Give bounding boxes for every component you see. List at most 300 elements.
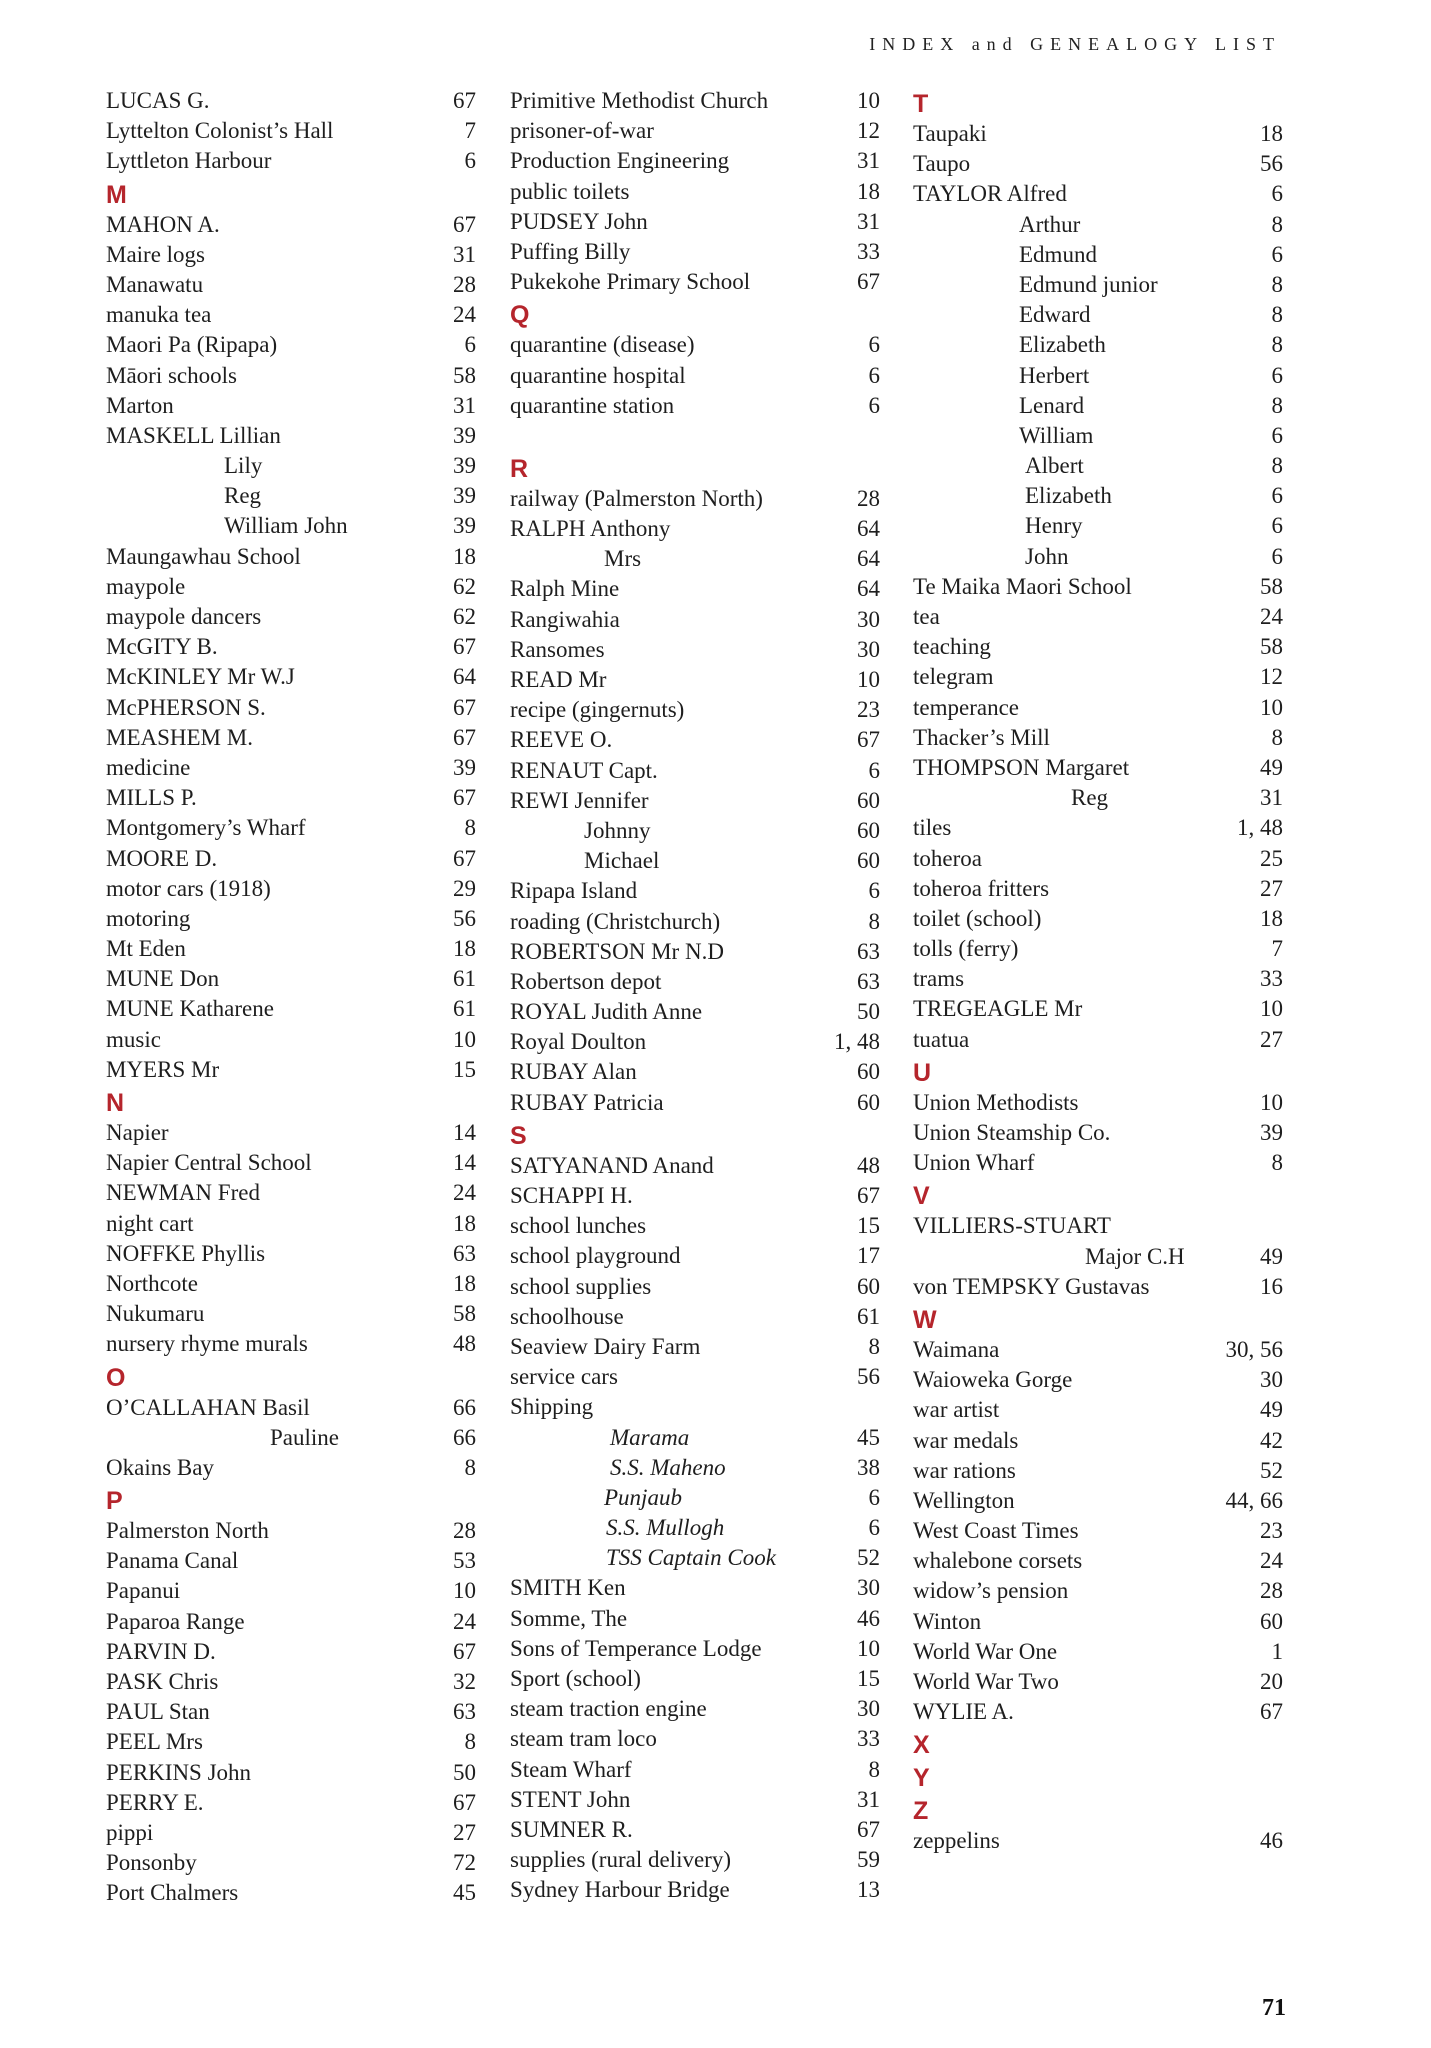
- index-entry: [510, 207, 880, 237]
- index-page-numbers: 64: [857, 576, 880, 602]
- index-term: RALPH Anthony: [510, 516, 671, 542]
- index-term: Union Wharf: [913, 1150, 1035, 1176]
- index-term: PERRY E.: [106, 1789, 204, 1815]
- index-term: quarantine (disease): [510, 332, 695, 358]
- index-page-numbers: 23: [857, 697, 880, 723]
- index-term: Punjaub: [604, 1484, 682, 1510]
- index-page-numbers: 63: [453, 1240, 476, 1266]
- index-page-numbers: 58: [453, 362, 476, 388]
- index-term: MAHON A.: [106, 211, 220, 237]
- index-entry: [510, 391, 880, 421]
- index-page-numbers: 60: [857, 848, 880, 874]
- index-page-numbers: 63: [857, 968, 880, 994]
- index-page-numbers: 31: [1260, 785, 1283, 811]
- index-page-numbers: 56: [453, 905, 476, 931]
- index-term: motor cars (1918): [106, 875, 271, 901]
- index-page-numbers: 60: [1260, 1608, 1283, 1634]
- index-page-numbers: 8: [464, 815, 476, 841]
- index-page-numbers: 67: [453, 634, 476, 660]
- index-page-numbers: 31: [857, 148, 880, 174]
- index-entry: [106, 146, 476, 176]
- index-page-numbers: 6: [1271, 422, 1283, 448]
- index-entry: [913, 662, 1283, 692]
- index-entry: [913, 511, 1283, 541]
- index-term: Somme, The: [510, 1605, 628, 1631]
- index-entry: [913, 1486, 1283, 1516]
- index-entry: [106, 542, 476, 572]
- index-term: widow’s pension: [913, 1578, 1069, 1604]
- index-term: Māori schools: [106, 362, 237, 388]
- index-page-numbers: 39: [453, 422, 476, 448]
- index-term: MUNE Katharene: [106, 996, 274, 1022]
- index-term: Sydney Harbour Bridge: [510, 1877, 730, 1903]
- index-entry: [913, 451, 1283, 481]
- index-page-numbers: 8: [1271, 271, 1283, 297]
- index-page-numbers: 61: [453, 996, 476, 1022]
- index-entry: [106, 1637, 476, 1667]
- index-entry: [106, 391, 476, 421]
- index-entry: [106, 86, 476, 116]
- index-page-numbers: 18: [857, 178, 880, 204]
- index-entry: [510, 605, 880, 635]
- index-page-numbers: 67: [857, 727, 880, 753]
- index-entry: [913, 1516, 1283, 1546]
- index-term: MUNE Don: [106, 966, 220, 992]
- index-term: Puffing Billy: [510, 238, 631, 264]
- index-page-numbers: 8: [1271, 724, 1283, 750]
- index-entry: [106, 1118, 476, 1148]
- index-entry: [106, 1393, 476, 1423]
- index-entry: [510, 1362, 880, 1392]
- index-entry: [106, 451, 476, 481]
- index-entry: [106, 1453, 476, 1483]
- index-term: tiles: [913, 815, 952, 841]
- index-term: MOORE D.: [106, 845, 218, 871]
- index-term: Herbert: [1019, 362, 1090, 388]
- index-page-numbers: 6: [1271, 483, 1283, 509]
- index-term: STENT John: [510, 1786, 631, 1812]
- index-term: SATYANAND Anand: [510, 1152, 714, 1178]
- index-term: trams: [913, 966, 965, 992]
- index-term: Lenard: [1019, 392, 1085, 418]
- index-entry: [913, 330, 1283, 360]
- index-entry: [106, 572, 476, 602]
- index-entry: [510, 1483, 880, 1513]
- section-letter: T: [913, 90, 929, 118]
- index-page-numbers: 38: [857, 1454, 880, 1480]
- index-page-numbers: 18: [453, 1210, 476, 1236]
- index-page-numbers: 10: [857, 1635, 880, 1661]
- index-term: roading (Christchurch): [510, 908, 721, 934]
- index-entry: [106, 1576, 476, 1606]
- index-entry: [913, 1826, 1283, 1856]
- index-page-numbers: 58: [1260, 573, 1283, 599]
- index-term: PARVIN D.: [106, 1638, 216, 1664]
- index-term: Te Maika Maori School: [913, 573, 1132, 599]
- index-page-numbers: 23: [1260, 1518, 1283, 1544]
- index-page-numbers: 49: [1260, 754, 1283, 780]
- index-page-numbers: 25: [1260, 845, 1283, 871]
- index-entry: [913, 421, 1283, 451]
- index-entry: [510, 330, 880, 360]
- index-entry: [106, 1423, 476, 1453]
- index-entry: [510, 237, 880, 267]
- index-entry: [913, 813, 1283, 843]
- index-entry: [510, 967, 880, 997]
- index-term: Seaview Dairy Farm: [510, 1333, 701, 1359]
- index-page-numbers: 20: [1260, 1669, 1283, 1694]
- index-term: REWI Jennifer: [510, 787, 649, 813]
- index-term: REEVE O.: [510, 727, 613, 753]
- index-page-numbers: 8: [1271, 392, 1283, 418]
- index-page-numbers: 31: [453, 392, 476, 418]
- index-entry: [510, 1181, 880, 1211]
- running-head: INDEX and GENEALOGY LIST: [869, 34, 1281, 54]
- index-page-numbers: 18: [453, 543, 476, 569]
- index-term: pippi: [106, 1819, 154, 1845]
- index-page-numbers: 30: [857, 636, 880, 662]
- index-term: LUCAS G.: [106, 88, 210, 113]
- index-term: SCHAPPI H.: [510, 1183, 633, 1208]
- index-term: Steam Wharf: [510, 1756, 632, 1782]
- index-entry: [106, 844, 476, 874]
- index-entry: [913, 391, 1283, 421]
- index-term: PASK Chris: [106, 1669, 219, 1694]
- index-entry: [106, 1788, 476, 1818]
- section-letter: P: [106, 1487, 123, 1516]
- index-term: NOFFKE Phyllis: [106, 1240, 266, 1266]
- index-page-numbers: 1: [1271, 1638, 1283, 1664]
- index-entry: [106, 1025, 476, 1055]
- index-term: SMITH Ken: [510, 1575, 626, 1601]
- index-page-numbers: 6: [1271, 362, 1283, 388]
- section-letter: Z: [913, 1797, 929, 1826]
- index-term: Michael: [584, 848, 660, 874]
- index-term: ROBERTSON Mr N.D: [510, 938, 724, 964]
- index-page-numbers: 24: [453, 1180, 476, 1206]
- index-term: Elizabeth: [1025, 483, 1112, 509]
- index-entry: [913, 964, 1283, 994]
- index-entry: [510, 1845, 880, 1875]
- index-page-numbers: 50: [857, 999, 880, 1025]
- index-term: medicine: [106, 754, 191, 780]
- index-term: Edmund junior: [1019, 271, 1158, 297]
- index-entry: [510, 665, 880, 695]
- index-entry: [510, 876, 880, 906]
- index-entry: [913, 179, 1283, 209]
- index-page-numbers: 67: [453, 1638, 476, 1664]
- index-term: Waimana: [913, 1336, 1000, 1362]
- index-page-numbers: 8: [868, 1756, 880, 1782]
- index-page-numbers: 14: [453, 1150, 476, 1176]
- index-term: Waioweka Gorge: [913, 1367, 1073, 1393]
- index-page-numbers: 64: [857, 516, 880, 542]
- index-term: Production Engineering: [510, 148, 730, 174]
- index-page-numbers: 12: [857, 118, 880, 144]
- index-term: Wellington: [913, 1487, 1015, 1513]
- index-entry: [106, 1299, 476, 1329]
- index-page-numbers: 60: [857, 787, 880, 813]
- index-page-numbers: 18: [453, 936, 476, 962]
- index-page-numbers: 46: [857, 1605, 880, 1631]
- index-term: Shipping: [510, 1394, 594, 1420]
- index-entry: [106, 1178, 476, 1208]
- index-page-numbers: 48: [857, 1152, 880, 1178]
- index-page-numbers: 8: [1271, 332, 1283, 358]
- index-entry: [106, 511, 476, 541]
- index-term: steam traction engine: [510, 1696, 707, 1722]
- index-term: motoring: [106, 905, 191, 931]
- index-page-numbers: 67: [453, 724, 476, 750]
- index-page-numbers: 6: [1271, 513, 1283, 539]
- index-page-numbers: 49: [1260, 1243, 1283, 1269]
- index-term: Maire logs: [106, 241, 206, 267]
- index-entry: [106, 1697, 476, 1727]
- index-term: Arthur: [1019, 211, 1081, 237]
- index-entry: [106, 1727, 476, 1757]
- index-page-numbers: 67: [857, 1816, 880, 1842]
- index-term: Panama Canal: [106, 1548, 239, 1574]
- index-entry: [106, 602, 476, 632]
- index-entry: [106, 783, 476, 813]
- index-entry: [913, 1456, 1283, 1486]
- index-page-numbers: 24: [453, 1608, 476, 1634]
- index-page-numbers: 61: [857, 1303, 880, 1329]
- index-term: Napier Central School: [106, 1150, 312, 1176]
- index-page-numbers: 6: [464, 332, 476, 358]
- index-entry: [510, 1211, 880, 1241]
- index-page-numbers: 10: [1260, 996, 1283, 1022]
- index-entry: [106, 753, 476, 783]
- index-page-numbers: 32: [453, 1669, 476, 1694]
- index-entry: [510, 1694, 880, 1724]
- index-entry: [913, 693, 1283, 723]
- index-entry: [106, 813, 476, 843]
- index-entry: [913, 1395, 1283, 1425]
- index-term: public toilets: [510, 178, 630, 204]
- index-entry: [106, 210, 476, 240]
- index-page-numbers: 60: [857, 817, 880, 843]
- index-entry: [510, 1057, 880, 1087]
- index-page-numbers: 15: [453, 1056, 476, 1082]
- index-page-numbers: 33: [857, 1726, 880, 1752]
- index-entry: [913, 149, 1283, 179]
- index-term: war medals: [913, 1427, 1019, 1453]
- index-entry: [913, 572, 1283, 602]
- index-term: Maungawhau School: [106, 543, 301, 569]
- index-entry: [510, 1755, 880, 1785]
- index-entry: [510, 695, 880, 725]
- index-term: Marton: [106, 392, 174, 418]
- index-page-numbers: 28: [453, 1518, 476, 1544]
- index-term: whalebone corsets: [913, 1548, 1083, 1574]
- index-page-numbers: 45: [857, 1424, 880, 1450]
- index-page-numbers: 52: [857, 1545, 880, 1571]
- index-page-numbers: 67: [857, 269, 880, 295]
- index-page-numbers: 6: [868, 1484, 880, 1510]
- index-entry: [106, 662, 476, 692]
- index-page-numbers: 30: [857, 606, 880, 632]
- index-term: TSS Captain Cook: [606, 1545, 776, 1571]
- index-page-numbers: 8: [464, 1729, 476, 1755]
- index-entry: [913, 1335, 1283, 1365]
- index-entry: [106, 1848, 476, 1878]
- index-term: Lily: [224, 453, 263, 479]
- index-term: war artist: [913, 1397, 1000, 1423]
- index-page-numbers: 7: [464, 118, 476, 144]
- index-term: tuatua: [913, 1026, 970, 1052]
- index-page-numbers: 64: [453, 664, 476, 690]
- index-entry: [913, 1637, 1283, 1667]
- index-entry: [106, 632, 476, 662]
- index-page-numbers: 29: [453, 875, 476, 901]
- index-entry: [106, 361, 476, 391]
- index-page-numbers: 6: [868, 392, 880, 418]
- index-entry: [106, 1516, 476, 1546]
- index-page-numbers: 8: [868, 1333, 880, 1359]
- index-entry: [913, 1025, 1283, 1055]
- index-entry: [106, 1239, 476, 1269]
- index-term: Manawatu: [106, 271, 204, 297]
- index-term: Palmerston North: [106, 1518, 269, 1544]
- index-term: railway (Palmerston North): [510, 485, 763, 511]
- index-page-numbers: 30: [857, 1575, 880, 1601]
- index-entry: [106, 1878, 476, 1908]
- index-page-numbers: 56: [1260, 151, 1283, 177]
- index-page-numbers: 58: [453, 1301, 476, 1327]
- index-term: READ Mr: [510, 667, 607, 692]
- index-term: maypole dancers: [106, 604, 262, 629]
- index-page-numbers: 63: [857, 938, 880, 964]
- index-entry: [106, 1209, 476, 1239]
- index-page-numbers: 72: [453, 1850, 476, 1876]
- index-page-numbers: 28: [1260, 1578, 1283, 1604]
- index-entry: [913, 934, 1283, 964]
- index-term: prisoner-of-war: [510, 118, 654, 144]
- index-page-numbers: 48: [453, 1331, 476, 1357]
- index-entry: [106, 964, 476, 994]
- index-term: Union Methodists: [913, 1089, 1079, 1115]
- index-page-numbers: 67: [1260, 1699, 1283, 1725]
- index-entry: [510, 1724, 880, 1754]
- index-page-numbers: 52: [1260, 1457, 1283, 1483]
- index-term: Pukekohe Primary School: [510, 269, 751, 295]
- index-term: PEEL Mrs: [106, 1729, 203, 1755]
- index-page-numbers: 63: [453, 1699, 476, 1725]
- index-page-numbers: 31: [857, 1786, 880, 1812]
- index-page-numbers: 39: [453, 453, 476, 479]
- index-entry: [106, 1269, 476, 1299]
- index-entry: [913, 119, 1283, 149]
- index-term: MILLS P.: [106, 785, 197, 811]
- index-column-3: [913, 86, 1283, 1857]
- index-term: nursery rhyme murals: [106, 1331, 308, 1357]
- index-term: Royal Doulton: [510, 1029, 647, 1055]
- index-page-numbers: 1, 48: [834, 1029, 880, 1055]
- index-term: Papanui: [106, 1578, 181, 1604]
- index-term: William: [1019, 422, 1094, 448]
- index-page-numbers: 27: [1260, 875, 1283, 901]
- index-page-numbers: 8: [1271, 1150, 1283, 1176]
- index-term: temperance: [913, 694, 1019, 720]
- index-entry: [510, 1785, 880, 1815]
- index-page-numbers: 6: [1271, 543, 1283, 569]
- index-term: tolls (ferry): [913, 936, 1019, 962]
- index-page-numbers: 28: [453, 271, 476, 297]
- index-entry: [913, 1576, 1283, 1606]
- index-term: recipe (gingernuts): [510, 697, 685, 723]
- index-term: zeppelins: [913, 1828, 1000, 1854]
- index-page-numbers: 17: [857, 1243, 880, 1269]
- index-term: schoolhouse: [510, 1303, 624, 1329]
- index-page-numbers: 1, 48: [1237, 815, 1283, 841]
- index-entry: [106, 330, 476, 360]
- index-entry: [106, 1818, 476, 1848]
- index-entry: [510, 846, 880, 876]
- index-page-numbers: 18: [453, 1270, 476, 1296]
- index-entry: [510, 997, 880, 1027]
- index-entry: [510, 756, 880, 786]
- index-entry: [510, 1604, 880, 1634]
- index-entry: [510, 937, 880, 967]
- index-entry: [913, 1697, 1283, 1727]
- index-term: RENAUT Capt.: [510, 757, 658, 783]
- index-entry: [913, 1118, 1283, 1148]
- index-term: school playground: [510, 1243, 681, 1269]
- index-page-numbers: 6: [464, 148, 476, 174]
- index-term: PERKINS John: [106, 1759, 252, 1785]
- index-term: Ransomes: [510, 636, 605, 662]
- index-entry: [510, 635, 880, 665]
- index-term: World War Two: [913, 1669, 1059, 1694]
- index-term: maypole: [106, 573, 186, 599]
- index-term: PAUL Stan: [106, 1699, 210, 1725]
- index-page-numbers: 18: [1260, 121, 1283, 146]
- index-term: Lyttleton Harbour: [106, 148, 272, 174]
- index-page-numbers: 13: [857, 1877, 880, 1903]
- index-term: Johnny: [584, 817, 651, 843]
- index-entry: [106, 1607, 476, 1637]
- index-page-numbers: 46: [1260, 1828, 1283, 1854]
- index-term: telegram: [913, 664, 994, 690]
- index-entry: [510, 86, 880, 116]
- index-page-numbers: 24: [1260, 604, 1283, 629]
- index-term: Edmund: [1019, 241, 1097, 267]
- index-entry: [913, 240, 1283, 270]
- index-page-numbers: 67: [453, 1789, 476, 1815]
- index-entry: [913, 481, 1283, 511]
- index-term: Reg: [1071, 785, 1109, 811]
- index-term: Nukumaru: [106, 1301, 205, 1327]
- index-entry: [106, 904, 476, 934]
- index-term: O’CALLAHAN Basil: [106, 1394, 310, 1420]
- index-entry: [106, 1546, 476, 1576]
- index-entry: [913, 874, 1283, 904]
- index-page-numbers: 7: [1271, 936, 1283, 962]
- section-letter: V: [913, 1182, 930, 1211]
- index-page-numbers: 61: [453, 966, 476, 992]
- index-page-numbers: 10: [857, 667, 880, 692]
- index-term: toilet (school): [913, 905, 1042, 931]
- index-entry: [913, 753, 1283, 783]
- index-entry: [913, 361, 1283, 391]
- index-term: Thacker’s Mill: [913, 724, 1050, 750]
- index-page-numbers: 49: [1260, 1397, 1283, 1423]
- index-page-numbers: 10: [857, 88, 880, 113]
- index-term: Northcote: [106, 1270, 198, 1296]
- index-term: William John: [224, 513, 348, 539]
- index-term: McGITY B.: [106, 634, 218, 660]
